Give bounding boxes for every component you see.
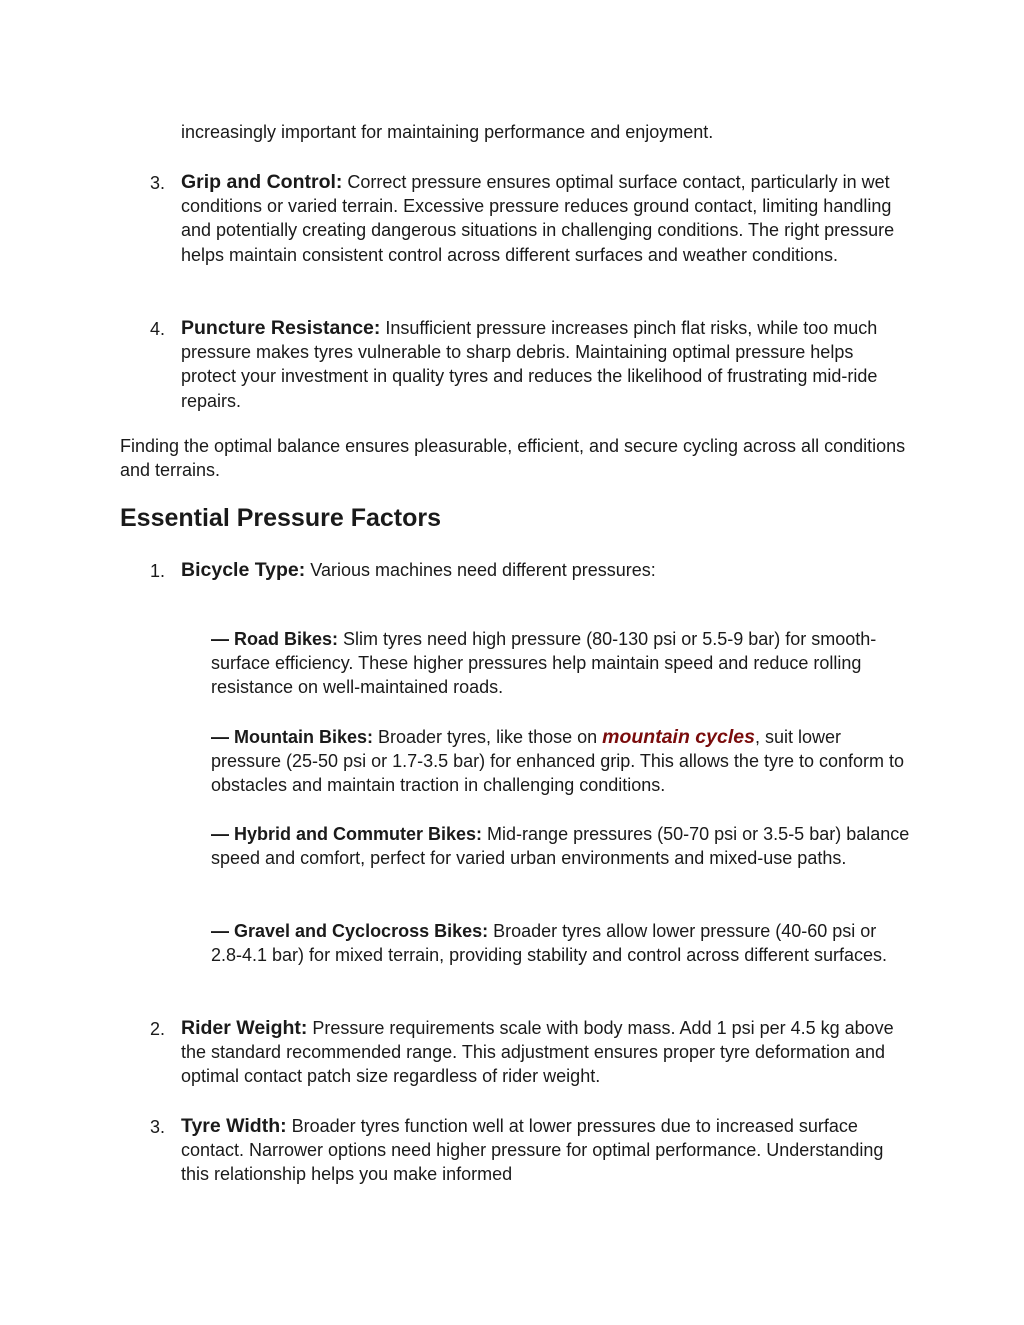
- list-number: 1.: [150, 561, 166, 581]
- list-item-text: Broader tyres function well at lower pressures due to increased surface contact. Narrower options need higher pressure for optimal performance. Understanding this relationship helps you make informed: [181, 1116, 884, 1185]
- list-item-title: Puncture Resistance:: [181, 317, 381, 339]
- list-item-bicycle-type: [181, 558, 911, 582]
- list-item-grip-control: [181, 170, 911, 267]
- list-item-title: Rider Weight:: [181, 1017, 308, 1039]
- subitem-gravel-cyclocross-bikes: [211, 919, 911, 967]
- subitem-text: Broader tyres, like those on: [373, 727, 603, 747]
- list-item-puncture-resistance: [181, 316, 911, 413]
- subitem-text: Broader tyres allow lower pressure (40-60 psi or 2.8-4.1 bar) for mixed terrain, providing stability and control across different surfaces.: [211, 921, 887, 966]
- list-number: 3.: [150, 173, 166, 193]
- subitem-hybrid-commuter-bikes: [211, 822, 911, 870]
- subitem-title: — Gravel and Cyclocross Bikes:: [211, 921, 489, 941]
- mountain-cycles-link[interactable]: mountain cycles: [602, 726, 755, 748]
- summary-paragraph: Finding the optimal balance ensures pleasurable, efficient, and secure cycling across all conditions and terrains.: [120, 436, 906, 481]
- subitem-text: Slim tyres need high pressure (80-130 psi or 5.5-9 bar) for smooth-surface efficiency. These higher pressures help maintain speed and reduce rolling resistance on well-maintained roads.: [211, 629, 877, 698]
- list-number: 2.: [150, 1019, 166, 1039]
- list-item-rider-weight: [181, 1016, 911, 1089]
- list-number: 4.: [150, 319, 166, 339]
- list-item-text: Pressure requirements scale with body mass. Add 1 psi per 4.5 kg above the standard recommended range. This adjustment ensures proper tyre deformation and optimal contact patch size regardless of rider weight.: [181, 1018, 894, 1087]
- subitem-road-bikes: [211, 627, 911, 700]
- list-item-text: Insufficient pressure increases pinch flat risks, while too much pressure makes tyres vulnerable to sharp debris. Maintaining optimal pressure helps protect your investment in quality tyres and reduces the likelihood of frustrating mid-ride repairs.: [181, 318, 878, 411]
- list-item-tyre-width: [181, 1114, 911, 1187]
- subitem-mountain-bikes: [211, 725, 911, 798]
- continuation-paragraph: increasingly important for maintaining performance and enjoyment.: [181, 122, 714, 142]
- subitem-title: — Road Bikes:: [211, 629, 339, 649]
- list-item-text: Correct pressure ensures optimal surface contact, particularly in wet conditions or varied terrain. Excessive pressure reduces ground contact, limiting handling and potentially creating dangerous situations in challenging conditions. The right pressure helps maintain consistent control across different surfaces and weather conditions.: [181, 172, 895, 265]
- section-heading: Essential Pressure Factors: [120, 504, 441, 532]
- subitem-text: Mid-range pressures (50-70 psi or 3.5-5 bar) balance speed and comfort, perfect for varied urban environments and mixed-use paths.: [211, 824, 910, 869]
- subitem-title: — Mountain Bikes:: [211, 727, 374, 747]
- list-number: 3.: [150, 1117, 166, 1137]
- list-item-title: Bicycle Type:: [181, 559, 306, 581]
- subitem-text: , suit lower pressure (25-50 psi or 1.7-3.5 bar) for enhanced grip. This allows the tyre to conform to obstacles and maintain traction in challenging conditions.: [211, 727, 905, 796]
- subitem-title: — Hybrid and Commuter Bikes:: [211, 824, 483, 844]
- list-item-title: Tyre Width:: [181, 1115, 287, 1137]
- list-item-title: Grip and Control:: [181, 171, 343, 193]
- list-item-text: Various machines need different pressures:: [305, 560, 656, 580]
